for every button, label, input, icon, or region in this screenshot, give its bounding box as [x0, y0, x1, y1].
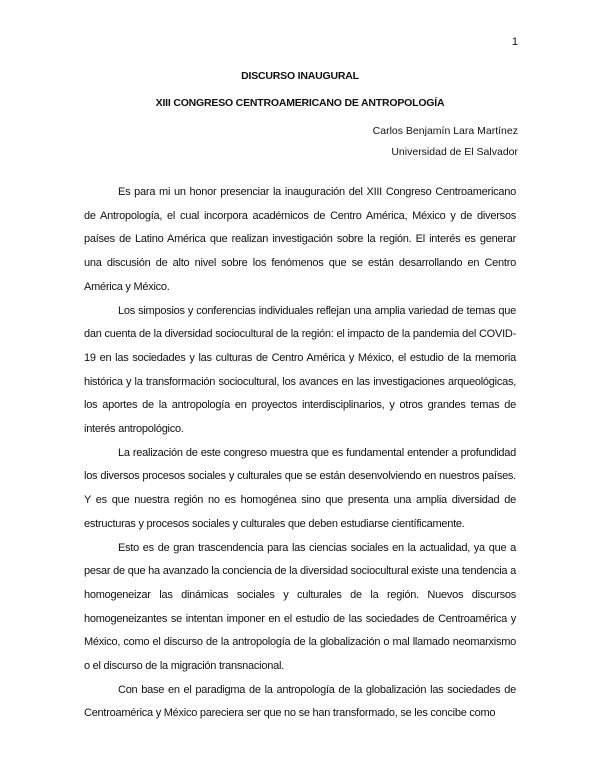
paragraph: Con base en el paradigma de la antropología de la globalización las sociedades de Centroamérica y México pareciera ser que no se han transformado, se les concibe como	[84, 683, 516, 720]
paragraph: La realización de este congreso muestra que es fundamental entender a profundidad los diversos procesos sociales y culturales que se están desenvolviendo en nuestros países. Y es que nuestra región no es homogénea sino que presenta una amplia diversidad de estructuras y procesos sociales y culturales que deben estudiarse científicamente.	[84, 446, 516, 530]
paragraph: Esto es de gran trascendencia para las ciencias sociales en la actualidad, ya que a pesar de que ha avanzado la conciencia de la diversidad sociocultural existe una tendencia a homogeneizar las dinámicas sociales y culturales de la región. Nuevos discursos homogeneizantes se intentan imponer en el estudio de las sociedades de Centroamérica y México, como el discurso de la antropología de la globalización o mal llamado neomarxismo o el discurso de la migración transnacional.	[84, 541, 516, 673]
paragraph: Los simposios y conferencias individuales reflejan una amplia variedad de temas que dan cuenta de la diversidad sociocultural de la región: el impacto de la pandemia del COVID-19 en las sociedades y las culturas de Centro América y México, el estudio de la memoria histórica y la transformación sociocultural, los avances en las investigaciones arqueológicas, los aportes de la antropología en proyectos interdisciplinarios, y otros grandes temas de interés antropológico.	[84, 304, 516, 436]
document-subtitle: XIII CONGRESO CENTROAMERICANO DE ANTROPOLOGÍA	[155, 97, 445, 109]
page-number: 1	[511, 36, 518, 48]
body-text	[84, 181, 516, 726]
author-affiliation: Universidad de El Salvador	[391, 146, 518, 158]
document-title: DISCURSO INAUGURAL	[241, 70, 359, 82]
author-name: Carlos Benjamín Lara Martínez	[372, 125, 518, 137]
paragraph: Es para mi un honor presenciar la inauguración del XIII Congreso Centroamericano de Antropología, el cual incorpora académicos de Centro América, México y de diversos países de Latino América que realizan investigación sobre la región. El interés es generar una discusión de alto nivel sobre los fenómenos que se están desarrollando en Centro América y México.	[84, 186, 516, 293]
